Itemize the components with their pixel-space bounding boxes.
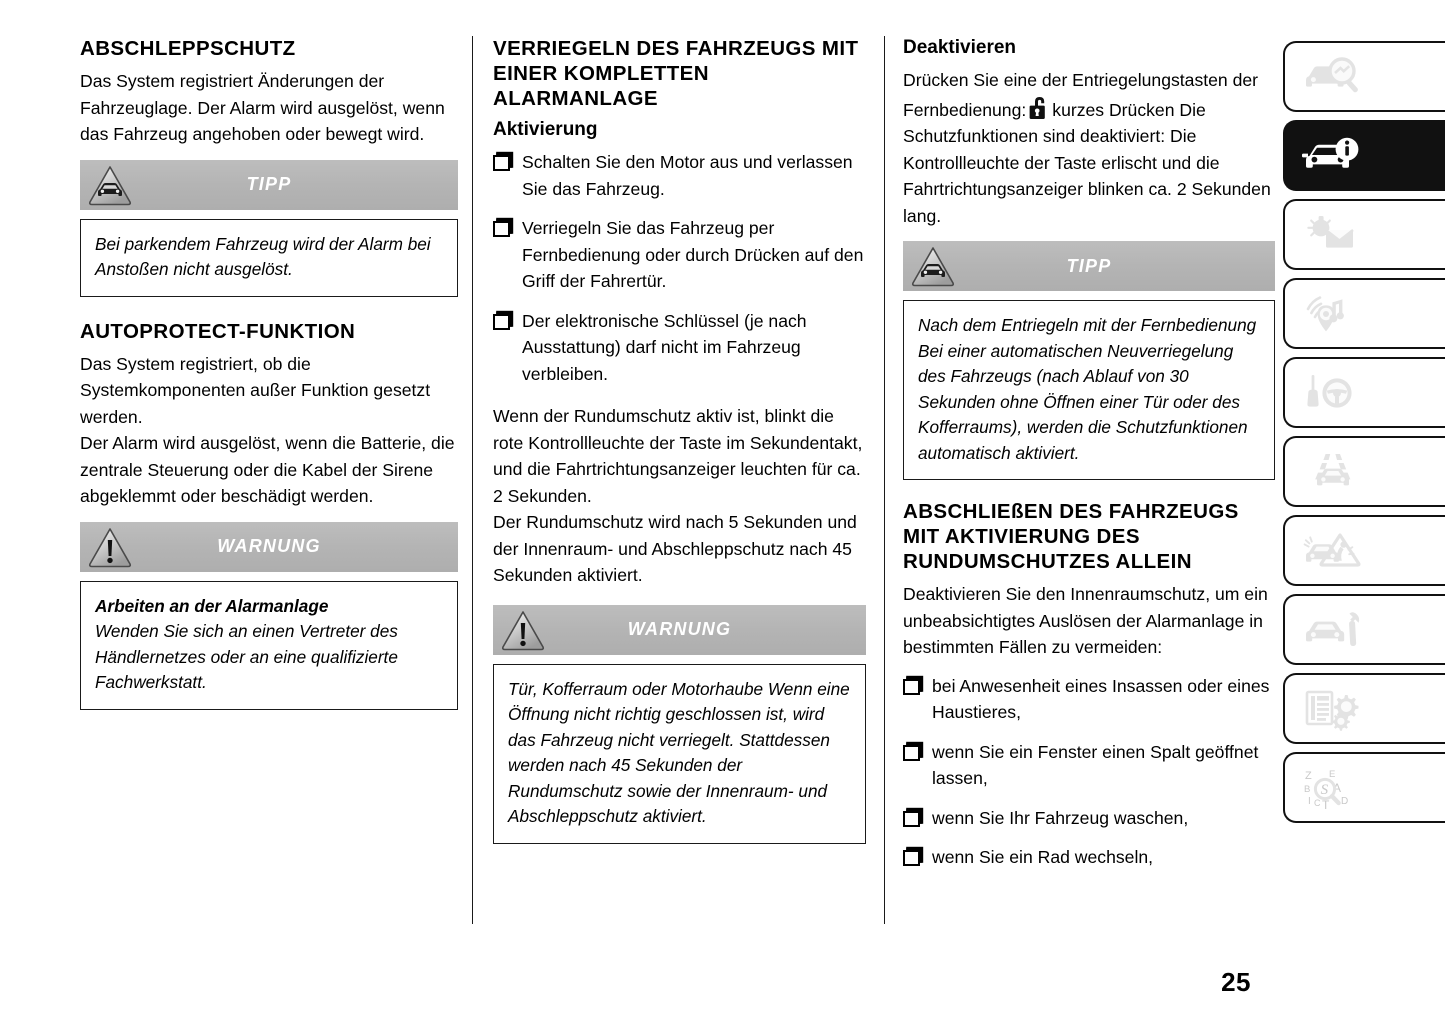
bullet-list-faelle: [903, 673, 1275, 871]
list-item-label: wenn Sie Ihr Fahrzeug waschen,: [932, 807, 1189, 828]
list-item: [903, 673, 1275, 726]
letter-d: D: [1341, 795, 1349, 807]
column-divider-1: [472, 36, 473, 924]
warning-lamp-envelope-icon: [1302, 213, 1364, 257]
notice-bar: [903, 241, 1275, 291]
exclamation-warning-triangle-icon: [87, 525, 133, 569]
tab-infotainment[interactable]: [1283, 278, 1445, 349]
list-item: [493, 215, 866, 295]
alphabet-magnifier-icon: [1302, 766, 1364, 810]
car-breakdown-icon: [1302, 529, 1364, 573]
notice-bar: [80, 522, 458, 572]
notice-warnung-1: [80, 522, 458, 710]
letter-s: S: [1320, 781, 1329, 798]
list-item-label: Der elektronische Schlüssel (je nach Ausstattung) darf nicht im Fahrzeug verbleiben.: [522, 310, 807, 384]
paragraph-autoprotect-2: Der Alarm wird ausgelöst, wenn die Batterie, die zentrale Steuerung oder die Kabel der Sirene abgeklemmt oder beschädigt werden.: [80, 433, 455, 506]
section-heading-autoprotect: AUTOPROTECT-FUNKTION: [80, 319, 356, 343]
tab-technical-data[interactable]: [1283, 673, 1445, 744]
car-wrench-icon: [1302, 608, 1364, 652]
tab-warning-messages[interactable]: [1283, 199, 1445, 270]
tab-driver-assist[interactable]: [1283, 436, 1445, 507]
notice-tipp-2: [903, 241, 1275, 480]
tab-maintenance[interactable]: [1283, 594, 1445, 665]
letter-b: B: [1304, 783, 1311, 795]
paragraph-innenraumschutz: Deaktivieren Sie den Innenraumschutz, um ein unbeabsichtigtes Auslösen der Alarmanlage in bestimmten Fällen zu vermeiden:: [903, 584, 1268, 657]
list-item: [493, 308, 866, 388]
paragraph-deaktivieren-after: kurzes Drücken Die Schutzfunktionen sind deaktiviert: Die Kontrollleuchte der Taste erlischt und die Fahrtrichtungsanzeiger blinken ca. 2 Sekunden lang.: [903, 99, 1271, 226]
list-item-label: Verriegeln Sie das Fahrzeug per Fernbedienung oder durch Drücken auf den Griff der Fahrertür.: [522, 218, 864, 291]
paragraph-autoprotect-1: Das System registriert, ob die Systemkomponenten außer Funktion gesetzt werden.: [80, 353, 431, 427]
list-item-label: wenn Sie ein Fenster einen Spalt geöffnet lassen,: [932, 741, 1259, 788]
notice-body-text: Bei parkendem Fahrzeug wird der Alarm bei Anstoßen nicht ausgelöst.: [95, 233, 431, 279]
tab-driving[interactable]: [1283, 357, 1445, 428]
letter-e: E: [1329, 768, 1336, 780]
notice-body-box: [80, 219, 458, 297]
letter-i: I: [1308, 795, 1311, 807]
car-warning-triangle-icon: [87, 163, 133, 207]
notice-body-box: [493, 664, 866, 844]
notice-label: TIPP: [246, 174, 292, 194]
section-heading-verriegeln: VERRIEGELN DES FAHRZEUGS MIT EINER KOMPLETTEN ALARMANLAGE: [493, 37, 859, 110]
list-item-label: wenn Sie ein Rad wechseln,: [932, 847, 1154, 867]
car-magnifier-icon: [1302, 55, 1364, 99]
notice-label: WARNUNG: [217, 536, 321, 556]
square-bullet-icon: [903, 745, 920, 761]
list-item: [493, 149, 866, 202]
page-number: 25: [1221, 967, 1251, 997]
paragraph-deaktivieren: [903, 67, 1275, 229]
tab-quick-overview[interactable]: [1283, 41, 1445, 112]
list-item: [903, 739, 1275, 792]
list-item: [903, 844, 1275, 871]
notice-tipp-1: [80, 160, 458, 297]
paragraph-rundumschutz-1: Wenn der Rundumschutz aktiv ist, blinkt die rote Kontrollleuchte der Taste im Sekundentakt, und die Fahrtrichtungsanzeiger leuchten für ca. 2 Sekunden.: [493, 406, 863, 506]
paragraph-deaktivieren-before: Drücken Sie eine der Entriegelungstasten der Fernbedienung:: [903, 70, 1259, 120]
square-bullet-icon: [493, 221, 510, 237]
car-lane-icon: [1302, 450, 1364, 494]
bullet-list-aktivierung: [493, 149, 866, 387]
notice-bar: [80, 160, 458, 210]
notice-body-title: Arbeiten an der Alarmanlage: [95, 595, 329, 616]
infotainment-icon: [1302, 292, 1364, 336]
notice-body-text: Wenden Sie sich an einen Vertreter des Händlernetzes oder an eine qualifizierte Fachwerkstatt.: [95, 621, 398, 692]
square-bullet-icon: [903, 850, 920, 866]
section-heading-abschliessen: ABSCHLIEßEN DES FAHRZEUGS MIT AKTIVIERUNG DES RUNDUMSCHUTZES ALLEIN: [903, 500, 1239, 573]
notice-warnung-2: [493, 605, 866, 844]
square-bullet-icon: [903, 811, 920, 827]
tab-emergency[interactable]: [1283, 515, 1445, 586]
document-gears-icon: [1302, 687, 1364, 731]
paragraph-rundumschutz-2: Der Rundumschutz wird nach 5 Sekunden und der Innenraum- und Abschleppschutz nach 45 Sekunden aktiviert.: [493, 512, 857, 585]
column-1: [80, 36, 458, 710]
list-item-label: Schalten Sie den Motor aus und verlassen Sie das Fahrzeug.: [522, 152, 853, 199]
exclamation-warning-triangle-icon: [500, 608, 546, 652]
list-item: [903, 805, 1275, 832]
gearshift-steering-icon: [1302, 371, 1364, 415]
car-info-icon: [1302, 134, 1364, 178]
notice-bar: [493, 605, 866, 655]
car-warning-triangle-icon: [910, 244, 956, 288]
tab-index[interactable]: [1283, 752, 1445, 823]
subheading-deaktivieren: Deaktivieren: [903, 37, 1017, 58]
column-3: [903, 36, 1275, 883]
letter-t: T: [1322, 797, 1330, 810]
column-2: [493, 36, 866, 844]
notice-label: TIPP: [1066, 255, 1112, 276]
column-divider-2: [884, 36, 885, 924]
list-item-label: bei Anwesenheit eines Insassen oder eines Haustieres,: [932, 675, 1270, 722]
subheading-aktivierung: Aktivierung: [493, 119, 598, 140]
unlock-padlock-icon: [1028, 94, 1050, 122]
notice-body-box: [80, 581, 458, 710]
square-bullet-icon: [493, 155, 510, 171]
chapter-tab-rail: [1283, 41, 1445, 831]
section-heading-abschleppschutz: ABSCHLEPPSCHUTZ: [80, 37, 296, 60]
notice-body-box: [903, 300, 1275, 480]
notice-body-text: Nach dem Entriegeln mit der Fernbedienung Bei einer automatischen Neuverriegelung des Fahrzeugs (nach Ablauf von 30 Sekunden ohne Öffnen einer Tür oder des Kofferraums), werden die Schutzfunktionen automatisch aktiviert.: [918, 315, 1257, 463]
notice-body-text: Tür, Kofferraum oder Motorhaube Wenn eine Öffnung nicht richtig geschlossen ist, wird das Fahrzeug nicht verriegelt. Stattdessen werden nach 45 Sekunden der Rundumschutz sowie der Innenraum- und Abschleppschutz aktiviert.: [508, 678, 850, 826]
letter-z: Z: [1305, 769, 1312, 782]
square-bullet-icon: [493, 314, 510, 330]
paragraph-abschleppschutz: Das System registriert Änderungen der Fahrzeuglage. Der Alarm wird ausgelöst, wenn das Fahrzeug angehoben oder bewegt wird.: [80, 71, 445, 144]
letter-a: A: [1333, 780, 1342, 795]
tab-vehicle-info[interactable]: [1283, 120, 1445, 191]
letter-c: C: [1314, 797, 1321, 808]
square-bullet-icon: [903, 679, 920, 695]
notice-label: WARNUNG: [627, 619, 732, 639]
